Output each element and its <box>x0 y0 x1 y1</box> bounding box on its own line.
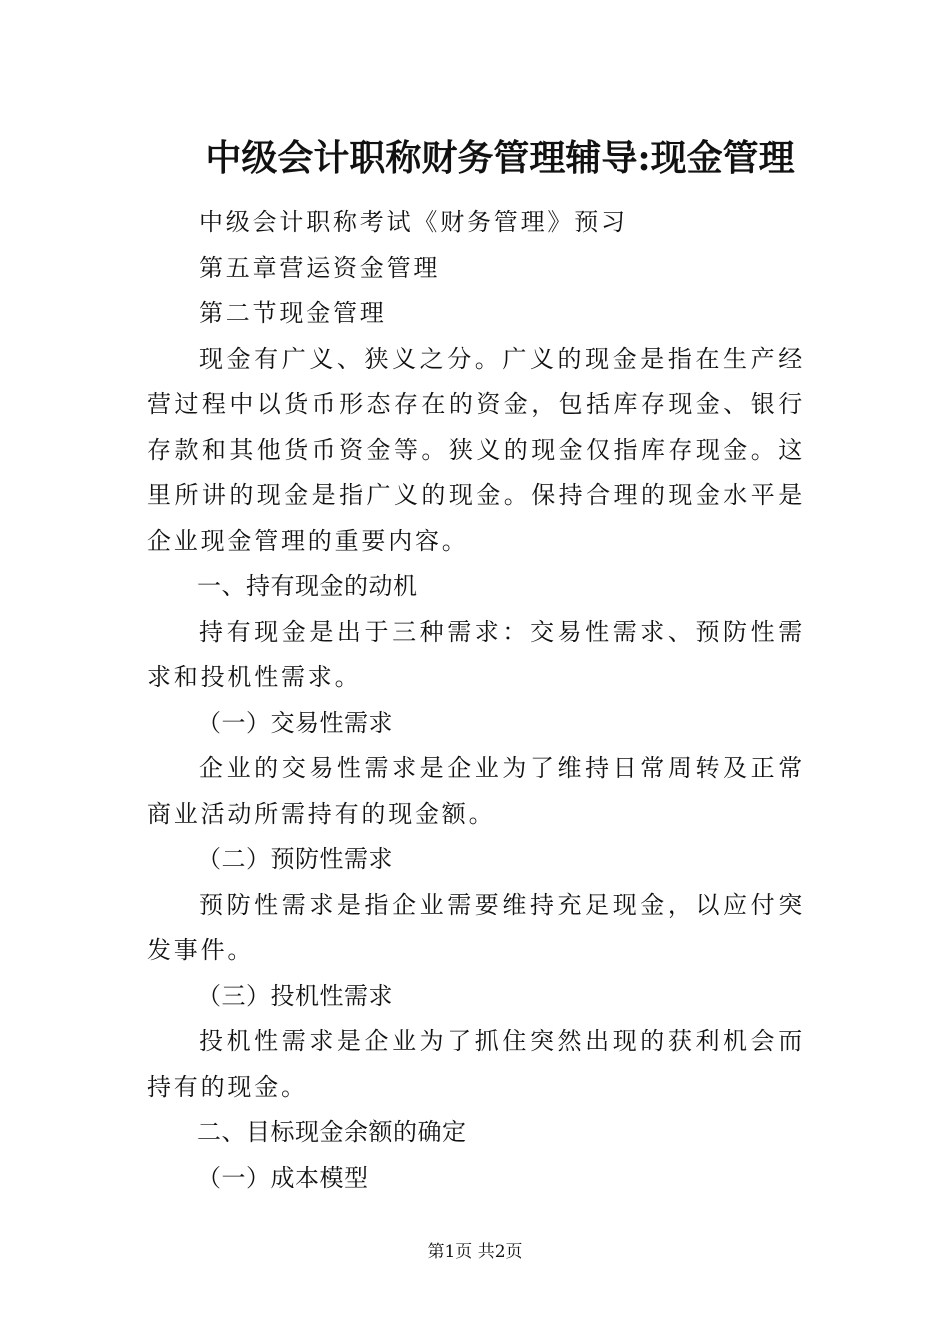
paragraph-cash-definition: 现金有广义、狭义之分。广义的现金是指在生产经营过程中以货币形态存在的资金，包括库存现金、银行存款和其他货币资金等。狭义的现金仅指库存现金。这里所讲的现金是指广义的现金。保持合理的现金水平是企业现金管理的重要内容。 <box>147 344 805 555</box>
paragraph-section: 第二节现金管理 <box>199 299 387 327</box>
heading-holding-motives: 一、持有现金的动机 <box>197 572 418 600</box>
heading-transaction-demand: （一）交易性需求 <box>197 708 393 737</box>
paragraph-chapter: 第五章营运资金管理 <box>199 253 441 282</box>
heading-speculative-demand: （三）投机性需求 <box>197 981 393 1010</box>
heading-target-cash-balance: 二、目标现金余额的确定 <box>197 1118 467 1146</box>
paragraph-exam-prep: 中级会计职称考试《财务管理》预习 <box>199 208 628 236</box>
paragraph-three-demands: 持有现金是出于三种需求：交易性需求、预防性需求和投机性需求。 <box>147 617 805 691</box>
heading-precautionary-demand: （二）预防性需求 <box>197 845 393 873</box>
paragraph-speculative-demand: 投机性需求是企业为了抓住突然出现的获利机会而持有的现金。 <box>147 1027 805 1101</box>
page-footer: 第1页 共2页 <box>427 1242 523 1262</box>
document-body <box>147 200 805 1201</box>
document-title: 中级会计职称财务管理辅导:现金管理 <box>205 137 795 179</box>
heading-cost-model: （一）成本模型 <box>197 1163 369 1192</box>
paragraph-precautionary-demand: 预防性需求是指企业需要维持充足现金，以应付突发事件。 <box>147 890 805 964</box>
paragraph-transaction-demand: 企业的交易性需求是企业为了维持日常周转及正常商业活动所需持有的现金额。 <box>147 754 805 828</box>
